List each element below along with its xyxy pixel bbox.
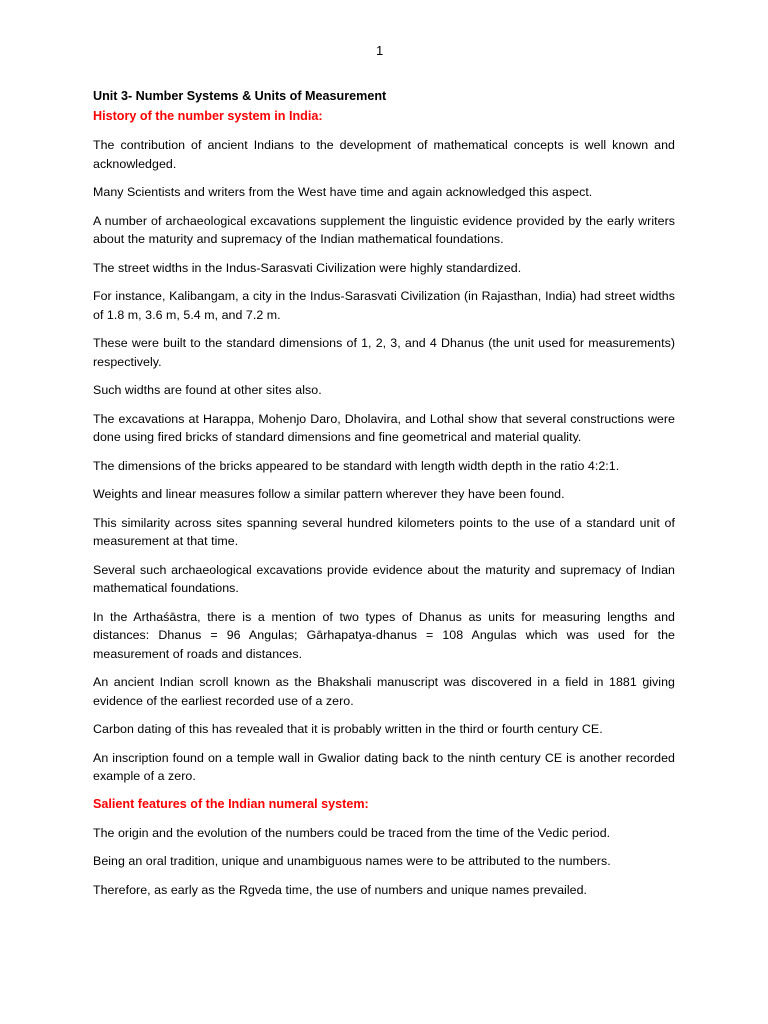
document-title: Unit 3- Number Systems & Units of Measurement: [93, 89, 387, 103]
paragraph: The contribution of ancient Indians to the development of mathematical concepts is well known and acknowledged.: [93, 138, 675, 171]
paragraph: A number of archaeological excavations supplement the linguistic evidence provided by the early writers about the maturity and supremacy of the Indian mathematical foundations.: [93, 213, 675, 246]
page-number: 1: [376, 43, 384, 58]
paragraph: Being an oral tradition, unique and unambiguous names were to be attributed to the numbers.: [93, 854, 611, 868]
document-page: [93, 0, 675, 1024]
paragraph: This similarity across sites spanning several hundred kilometers points to the use of a standard unit of measurement at that time.: [93, 515, 675, 548]
paragraph: The street widths in the Indus-Sarasvati Civilization were highly standardized.: [93, 260, 522, 275]
document-content: [93, 88, 675, 909]
paragraph: For instance, Kalibangam, a city in the Indus-Sarasvati Civilization (in Rajasthan, India) had street widths of 1.8 m, 3.6 m, 5.4 m, and 7.2 m.: [93, 289, 675, 322]
paragraph: In the Arthaśāstra, there is a mention of two types of Dhanus as units for measuring lengths and distances: Dhanus = 96 Angulas; Gārhapatya-dhanus = 108 Angulas which was used for the measurement of roads and distances.: [93, 609, 675, 661]
paragraph: An ancient Indian scroll known as the Bhakshali manuscript was discovered in a field in 1881 giving evidence of the earliest recorded use of a zero.: [93, 675, 675, 708]
paragraph: The excavations at Harappa, Mohenjo Daro, Dholavira, and Lothal show that several constructions were done using fired bricks of standard dimensions and fine geometrical and material quality.: [93, 411, 675, 444]
paragraph: The dimensions of the bricks appeared to be standard with length width depth in the ratio 4:2:1.: [93, 458, 620, 473]
paragraph: Such widths are found at other sites also.: [93, 383, 322, 397]
paragraph: Weights and linear measures follow a similar pattern wherever they have been found.: [93, 487, 565, 501]
paragraph: Many Scientists and writers from the West have time and again acknowledged this aspect.: [93, 185, 593, 199]
paragraph: The origin and the evolution of the numbers could be traced from the time of the Vedic period.: [93, 825, 611, 840]
paragraph: Several such archaeological excavations provide evidence about the maturity and supremacy of Indian mathematical foundations.: [93, 562, 675, 595]
paragraph: An inscription found on a temple wall in Gwalior dating back to the ninth century CE is another recorded example of a zero.: [93, 750, 675, 783]
paragraph: Carbon dating of this has revealed that it is probably written in the third or fourth century CE.: [93, 722, 603, 736]
paragraph: Therefore, as early as the Rgveda time, the use of numbers and unique names prevailed.: [93, 882, 588, 897]
paragraph: These were built to the standard dimensions of 1, 2, 3, and 4 Dhanus (the unit used for measurements) respectively.: [93, 336, 675, 369]
section-heading-salient-features: Salient features of the Indian numeral system:: [93, 796, 369, 811]
section-heading-history: History of the number system in India:: [93, 109, 323, 123]
